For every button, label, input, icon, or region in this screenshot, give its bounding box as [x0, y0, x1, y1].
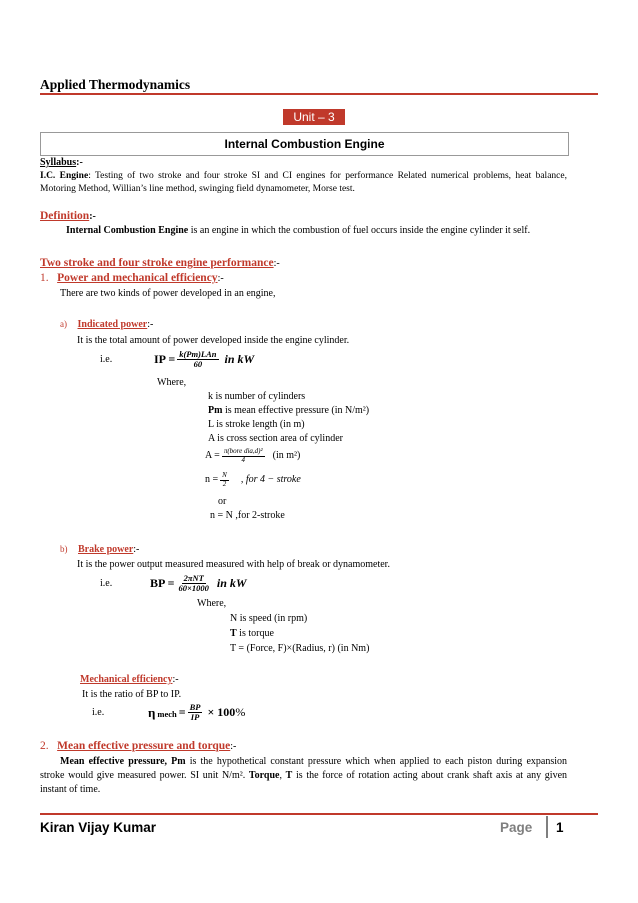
- bp-formula: [100, 574, 247, 594]
- n-two-stroke: n = N ,for 2-stroke: [210, 510, 285, 521]
- mech-numerator: BP: [189, 702, 201, 712]
- performance-heading: Two stroke and four stroke engine performance: [40, 257, 274, 269]
- n-numerator: N: [222, 471, 227, 479]
- mech-description: It is the ratio of BP to IP.: [82, 689, 182, 700]
- mep-text: is the hypothetical constant pressure which when applied to each piston during expansion stroke would give measured power. SI unit N/m².: [40, 756, 567, 781]
- document-title: Applied Thermodynamics: [40, 77, 191, 92]
- torque-symbol: T: [285, 770, 293, 781]
- item1-sep: :-: [217, 273, 224, 284]
- bp-unit: in kW: [216, 576, 247, 591]
- bp-sep: :-: [133, 544, 140, 555]
- ip-numerator: k(Pm)LAn: [179, 349, 217, 359]
- chapter-title: Internal Combustion Engine: [40, 132, 569, 156]
- n-formula: [205, 472, 301, 488]
- footer-divider: [40, 813, 598, 815]
- mep-term: Mean effective pressure, Pm: [60, 756, 186, 767]
- n-suffix: , for 4 − stroke: [240, 474, 301, 486]
- n-lhs: n =: [205, 474, 219, 486]
- mech-rhs: × 100: [207, 705, 236, 720]
- bp-heading-row: [60, 543, 139, 557]
- n-fraction: [220, 472, 229, 488]
- item1-heading-row: [40, 270, 224, 286]
- bp-line-t2: T = (Force, F)×(Radius, r) (in Nm): [230, 643, 370, 654]
- bp-lhs: BP =: [150, 576, 175, 591]
- page-number: 1: [556, 820, 564, 835]
- author-name: Kiran Vijay Kumar: [40, 820, 157, 835]
- t-symbol: T: [230, 628, 237, 639]
- ip-description: It is the total amount of power developed inside the engine cylinder.: [77, 335, 350, 346]
- page-separator: [546, 816, 548, 838]
- eta-subscript: mech: [157, 709, 177, 720]
- mech-fraction: [188, 703, 203, 723]
- area-lhs: A =: [205, 450, 220, 462]
- ip-denominator: 60: [193, 359, 203, 370]
- area-formula: [205, 448, 300, 464]
- bp-numerator: 2πNT: [183, 573, 204, 583]
- ip-sep: :-: [147, 319, 154, 330]
- ip-heading-row: [60, 318, 153, 332]
- item2-sep: :-: [230, 741, 237, 752]
- ip-ie: i.e.: [100, 353, 113, 365]
- ip-label: Indicated power: [77, 319, 148, 330]
- definition-label: Definition: [40, 210, 90, 222]
- performance-heading-row: [40, 255, 280, 271]
- mech-pct: %: [235, 705, 246, 720]
- mech-heading-row: [80, 673, 179, 687]
- definition-term: Internal Combustion Engine: [66, 225, 189, 237]
- ip-line-k: k is number of cylinders: [208, 391, 306, 402]
- header-divider: [40, 93, 598, 95]
- syllabus-text: : Testing of two stroke and four stroke SI and CI engines for performance Related numerical problems, heat balance, Motoring Method, Willian’s line method, swinging field dynamometer, Morse test.: [40, 171, 567, 195]
- item2-heading: Mean effective pressure and torque: [57, 740, 231, 752]
- item2-heading-row: [40, 738, 236, 754]
- ip-line-a: A is cross section area of cylinder: [208, 433, 343, 444]
- item2-number: 2.: [40, 740, 49, 752]
- definition-text: is an engine in which the combustion of fuel occurs inside the engine cylinder it self.: [188, 225, 531, 237]
- ip-fraction: [177, 350, 218, 370]
- ip-line-l: L is stroke length (in m): [208, 419, 305, 430]
- mech-ie: i.e.: [92, 706, 105, 718]
- bp-marker: b): [60, 544, 68, 554]
- page-label: Page: [500, 820, 533, 835]
- mech-denominator: IP: [190, 712, 200, 723]
- ip-formula: [100, 350, 254, 370]
- engine-label: I.C. Engine: [40, 171, 89, 181]
- syllabus-sep: :-: [76, 157, 83, 168]
- t-desc: is torque: [236, 628, 274, 639]
- bp-ie: i.e.: [100, 577, 113, 589]
- ip-line-pm: [208, 404, 369, 418]
- torque-sep: ,: [279, 770, 286, 781]
- mech-eq: =: [178, 705, 186, 720]
- mech-formula: [92, 703, 245, 723]
- definition-block: [40, 208, 567, 238]
- mech-sep: :-: [172, 674, 179, 685]
- pm-symbol: Pm: [208, 405, 223, 416]
- ip-lhs: IP =: [154, 352, 176, 367]
- area-fraction: [222, 448, 265, 464]
- item1-heading: Power and mechanical efficiency: [57, 272, 218, 284]
- item1-number: 1.: [40, 272, 49, 284]
- performance-sep: :-: [273, 258, 280, 269]
- ip-marker: a): [60, 319, 67, 329]
- area-denominator: 4: [241, 455, 245, 464]
- area-unit: (in m²): [272, 450, 301, 462]
- definition-sep: :-: [89, 211, 96, 222]
- mech-label: Mechanical efficiency: [80, 674, 173, 685]
- torque-text: is the force of rotation acting about crank shaft axis at any given instant of time.: [40, 770, 568, 795]
- or-text: or: [218, 496, 227, 507]
- bp-label: Brake power: [78, 544, 134, 555]
- torque-term: Torque: [248, 770, 280, 781]
- bp-line-n: N is speed (in rpm): [230, 613, 308, 624]
- item2-paragraph: [40, 755, 567, 797]
- ip-unit: in kW: [224, 352, 255, 367]
- item1-intro: There are two kinds of power developed in an engine,: [60, 288, 276, 299]
- bp-description: It is the power output measured measured with help of break or dynamometer.: [77, 559, 390, 570]
- bp-denominator: 60×1000: [178, 583, 209, 594]
- bp-where: Where,: [197, 598, 227, 609]
- bp-fraction: [177, 574, 211, 594]
- bp-line-t: [230, 627, 274, 641]
- area-numerator: π(bore dia,d)²: [223, 447, 263, 455]
- ip-where: Where,: [157, 377, 187, 388]
- eta-symbol: η: [148, 704, 156, 720]
- unit-badge: Unit – 3: [283, 109, 345, 125]
- syllabus-label: Syllabus: [40, 157, 77, 168]
- pm-desc: is mean effective pressure (in N/m²): [224, 405, 370, 416]
- syllabus-block: [40, 156, 567, 197]
- n-denominator: 2: [222, 479, 227, 488]
